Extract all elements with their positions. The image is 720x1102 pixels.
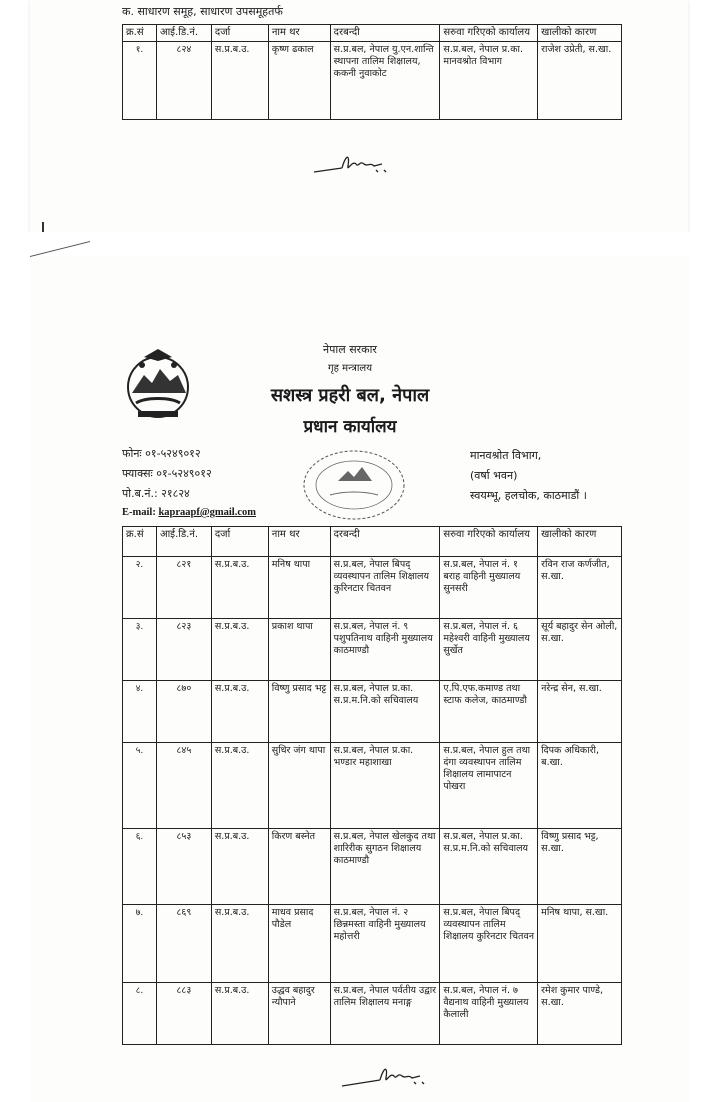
table-row (123, 829, 622, 905)
cell-rank: स.प्र.ब.उ. (211, 983, 268, 1045)
cell-reason: राजेश उप्रेती, स.खा. (538, 42, 622, 120)
table-row (123, 557, 622, 619)
cell-transfer: स.प्र.बल, नेपाल नं. १ बराह वाहिनी मुख्यालय सुनसरी (440, 557, 538, 619)
office-title: प्रधान कार्यालय (303, 417, 397, 437)
cell-sn: ४. (123, 681, 157, 743)
cell-sn: ३. (123, 619, 157, 681)
signature-icon (340, 1062, 440, 1092)
cell-sn: ७. (123, 905, 157, 983)
cell-transfer: स.प्र.बल, नेपाल नं. ७ वैद्यनाथ वाहिनी मुख्यालय कैलाली (440, 983, 538, 1045)
department-text: मानवश्रोत विभाग, (470, 449, 542, 462)
col-header-reason: खालीको कारण (538, 527, 622, 557)
table-row (123, 743, 622, 829)
email-line (122, 507, 256, 518)
cell-rank: स.प्र.ब.उ. (211, 905, 268, 983)
cell-name: मनिष थापा (268, 557, 330, 619)
col-header-name: नाम थर (268, 25, 330, 42)
cell-rank: स.प्र.ब.उ. (211, 743, 268, 829)
building-text: (वर्षा भवन) (470, 469, 518, 482)
cell-rank: स.प्र.ब.उ. (211, 619, 268, 681)
cell-post: स.प्र.बल, नेपाल पर्वतीय उद्वार तालिम शिक्षालय मनाङ्ग (330, 983, 440, 1045)
cell-transfer: स.प्र.बल, नेपाल प्र.का. स.प्र.म.नि.को सचिवालय (440, 829, 538, 905)
cell-id: ८४५ (156, 743, 211, 829)
emblem-icon (122, 345, 194, 425)
cell-rank: स.प्र.ब.उ. (211, 829, 268, 905)
cell-id: ८२४ (156, 42, 211, 120)
table-row (123, 42, 622, 120)
fax-text: फ्याक्सः ०१-५२४९०१२ (122, 467, 212, 480)
cell-id: ८२१ (156, 557, 211, 619)
col-header-name: नाम थर (268, 527, 330, 557)
cell-sn: ६. (123, 829, 157, 905)
cell-id: ८६९ (156, 905, 211, 983)
table-row (123, 681, 622, 743)
cell-name: कृष्ण ढकाल (268, 42, 330, 120)
cell-transfer: ए.पि.एफ.कमाण्ड तथा स्टाफ कलेज, काठमाण्डौ (440, 681, 538, 743)
transfer-table-2 (122, 526, 622, 1045)
cell-post: स.प्र.बल, नेपाल बिपद् व्यवस्थापन तालिम शिक्षालय कुरिनटार चितवन (330, 557, 440, 619)
cell-id: ८८३ (156, 983, 211, 1045)
cell-reason: रमेश कुमार पाण्डे, स.खा. (538, 983, 622, 1045)
transfer-table-1 (122, 24, 622, 120)
cell-id: ८५३ (156, 829, 211, 905)
cell-post: स.प्र.बल, नेपाल प्र.का. भण्डार महाशाखा (330, 743, 440, 829)
col-header-post: दरबन्दी (330, 527, 440, 557)
col-header-id: आई.डि.नं. (156, 527, 211, 557)
cell-reason: दिपक अधिकारी, ब.खा. (538, 743, 622, 829)
office-stamp-icon (300, 445, 408, 523)
pobox-text: पो.ब.नं.: २१८२४ (122, 487, 190, 500)
section-heading: क. साधारण समूह, साधारण उपसमूहतर्फ (122, 5, 283, 18)
col-header-transfer: सरुवा गरिएको कार्यालय (440, 527, 538, 557)
location-text: स्वयम्भू, हलचोक, काठमाडौं । (470, 489, 587, 502)
cell-rank: स.प्र.ब.उ. (211, 42, 268, 120)
cell-id: ८२३ (156, 619, 211, 681)
col-header-rank: दर्जा (211, 527, 268, 557)
col-header-id: आई.डि.नं. (156, 25, 211, 42)
cell-rank: स.प्र.ब.उ. (211, 681, 268, 743)
cell-name: विष्णु प्रसाद भट्ट (268, 681, 330, 743)
cell-name: उद्धव बहादुर न्यौपाने (268, 983, 330, 1045)
cell-transfer: स.प्र.बल, नेपाल नं. ६ महेश्वरी वाहिनी मुख्यालय सुर्खेत (440, 619, 538, 681)
col-header-sn: क्र.सं (123, 527, 157, 557)
table-header-row (123, 25, 622, 42)
cell-sn: ८. (123, 983, 157, 1045)
table-row (123, 905, 622, 983)
ministry-label: गृह मन्त्रालय (327, 363, 373, 374)
table-row (123, 619, 622, 681)
table-header-row (123, 527, 622, 557)
force-title: सशस्त्र प्रहरी बल, नेपाल (270, 385, 430, 406)
cell-name: प्रकाश थापा (268, 619, 330, 681)
table-row (123, 983, 622, 1045)
cell-post: स.प्र.बल, नेपाल प्र.का. स.प्र.म.नि.को सचिवालय (330, 681, 440, 743)
cell-post: स.प्र.बल, नेपाल नं. २ छिन्नमस्ता वाहिनी मुख्यालय महोत्तरी (330, 905, 440, 983)
cell-reason: नरेन्द्र सेन, स.खा. (538, 681, 622, 743)
cell-post: स.प्र.बल, नेपाल यु.एन.शान्ति स्थापना तालिम शिक्षालय, ककनी नुवाकोट (330, 42, 440, 120)
cell-reason: रविन राज कर्णजीत, स.खा. (538, 557, 622, 619)
cell-reason: सूर्य बहादुर सेन ओली, स.खा. (538, 619, 622, 681)
margin-mark (42, 222, 44, 232)
cell-sn: २. (123, 557, 157, 619)
col-header-sn: क्र.सं (123, 25, 157, 42)
cell-transfer: स.प्र.बल, नेपाल प्र.का. मानवश्रोत विभाग (440, 42, 538, 120)
cell-reason: मनिष थापा, स.खा. (538, 905, 622, 983)
government-label: नेपाल सरकार (323, 343, 377, 356)
email-label: E-mail: (122, 507, 156, 518)
cell-name: किरण बस्नेत (268, 829, 330, 905)
col-header-transfer: सरुवा गरिएको कार्यालय (440, 25, 538, 42)
cell-name: माधव प्रसाद पौडेल (268, 905, 330, 983)
cell-transfer: स.प्र.बल, नेपाल हुल तथा दंगा व्यवस्थापन तालिम शिक्षालय लामापाटन पोखरा (440, 743, 538, 829)
cell-post: स.प्र.बल, नेपाल खेलकुद तथा शारिरीक सुगठन शिक्षालय काठमाण्डौ (330, 829, 440, 905)
cell-id: ८७० (156, 681, 211, 743)
cell-sn: १. (123, 42, 157, 120)
cell-rank: स.प्र.ब.उ. (211, 557, 268, 619)
signature-icon (312, 150, 402, 180)
page-gap (0, 232, 720, 256)
cell-name: सुधिर जंग थापा (268, 743, 330, 829)
email-link[interactable]: kapraapf@gmail.com (158, 507, 257, 518)
cell-reason: विष्णु प्रसाद भट्ट, स.खा. (538, 829, 622, 905)
col-header-reason: खालीको कारण (538, 25, 622, 42)
cell-transfer: स.प्र.बल, नेपाल बिपद् व्यवस्थापन तालिम शिक्षालय कुरिनटार चितवन (440, 905, 538, 983)
cell-post: स.प्र.बल, नेपाल नं. ९ पशुपतिनाथ वाहिनी मुख्यालय काठमाण्डौ (330, 619, 440, 681)
cell-sn: ५. (123, 743, 157, 829)
col-header-rank: दर्जा (211, 25, 268, 42)
col-header-post: दरबन्दी (330, 25, 440, 42)
phone-text: फोनः ०१-५२४९०१२ (122, 447, 201, 460)
